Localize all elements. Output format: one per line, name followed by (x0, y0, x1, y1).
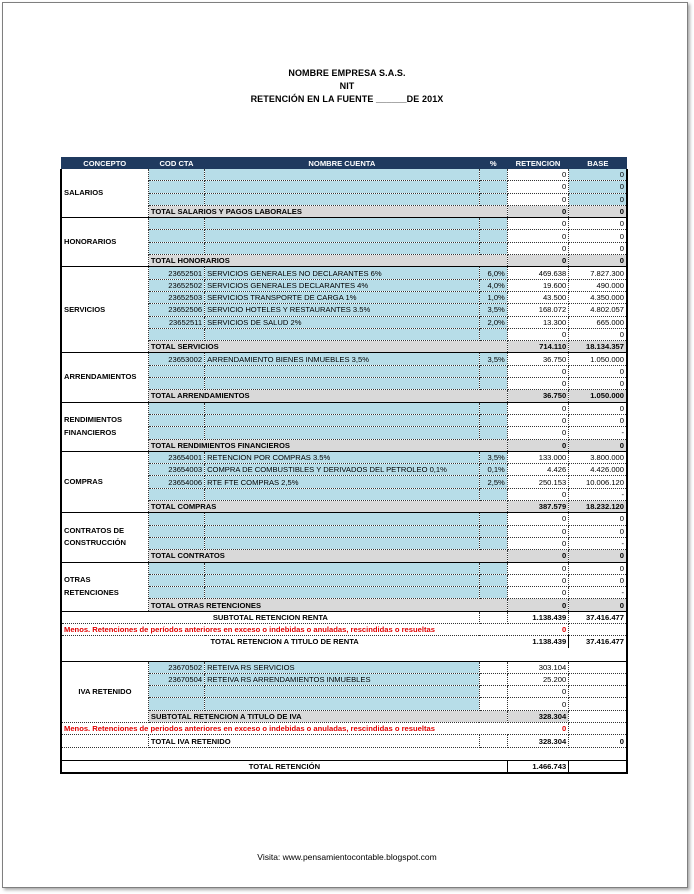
nombre-cuenta-cell (205, 686, 480, 698)
table-row (61, 169, 627, 181)
empty-cell (479, 611, 507, 623)
grand-total-label: TOTAL RETENCIÓN (61, 760, 507, 773)
total-retencion: 36.750 (507, 390, 568, 402)
nombre-cuenta-cell (205, 537, 480, 549)
total-iva-label: TOTAL IVA RETENIDO (148, 735, 479, 747)
base-cell: 0 (569, 525, 627, 537)
pct-cell: 2,5% (479, 476, 507, 488)
empty-cell (569, 710, 627, 722)
total-renta-row (61, 636, 627, 648)
cod-cta-cell: 23652503 (148, 291, 204, 303)
base-cell: 4.802.057 (569, 304, 627, 316)
cod-cta-cell: 23652501 (148, 267, 204, 279)
total-retencion: 0 (507, 599, 568, 611)
total-renta-retencion: 1.138.439 (507, 636, 568, 648)
retencion-cell: 0 (507, 525, 568, 537)
cod-cta-cell (148, 488, 204, 500)
cod-cta-cell (148, 328, 204, 340)
pct-cell (479, 513, 507, 525)
base-cell: 7.827.300 (569, 267, 627, 279)
section-concepto: SALARIOS (61, 169, 148, 218)
cod-cta-cell (148, 218, 204, 230)
nombre-cuenta-cell (205, 698, 480, 710)
base-cell (569, 698, 627, 710)
cod-cta-cell (148, 562, 204, 574)
nombre-cuenta-cell (205, 427, 480, 439)
menos-iva-retencion: 0 (507, 723, 568, 735)
col-base: BASE (569, 157, 627, 169)
col-retencion: RETENCION (507, 157, 568, 169)
total-label: TOTAL HONORARIOS (148, 255, 507, 267)
retencion-cell: 0 (507, 488, 568, 500)
pct-cell (479, 328, 507, 340)
base-cell: 0 (569, 230, 627, 242)
cod-cta-cell (148, 525, 204, 537)
table-header (61, 157, 627, 169)
base-cell: - (569, 427, 627, 439)
pct-cell: 2,0% (479, 316, 507, 328)
cod-cta-cell: 23652511 (148, 316, 204, 328)
retencion-cell: 0 (507, 230, 568, 242)
retencion-cell: 0 (507, 242, 568, 254)
nombre-cuenta-cell (205, 181, 480, 193)
total-renta-base: 37.416.477 (585, 637, 624, 647)
cod-cta-cell (148, 574, 204, 586)
retencion-cell: 0 (507, 562, 568, 574)
subtotal-renta-label: SUBTOTAL RETENCION RENTA (61, 611, 479, 623)
pct-cell (479, 193, 507, 205)
base-cell: 0 (569, 169, 627, 181)
base-cell: - (569, 537, 627, 549)
retencion-cell: 0 (507, 181, 568, 193)
pct-cell: 0,1% (479, 464, 507, 476)
footer-link[interactable]: Visita: www.pensamientocontable.blogspot.com (257, 852, 437, 862)
grand-total-row (61, 760, 627, 773)
empty-cell (61, 648, 627, 662)
nombre-cuenta-cell (205, 328, 480, 340)
retencion-cell: 36.750 (507, 353, 568, 365)
spacer-row (61, 648, 627, 662)
base-cell: - (569, 488, 627, 500)
cod-cta-cell (148, 427, 204, 439)
retencion-cell: 25.200 (507, 673, 568, 685)
total-base: 0 (569, 205, 627, 217)
retencion-cell: 0 (507, 365, 568, 377)
base-cell: 0 (569, 414, 627, 426)
retencion-cell: 0 (507, 218, 568, 230)
nombre-cuenta-cell (205, 587, 480, 599)
pct-cell (479, 587, 507, 599)
total-retencion: 714.110 (507, 341, 568, 353)
nombre-cuenta-cell: RETEIVA RS ARRENDAMIENTOS INMUEBLES (205, 673, 480, 685)
nombre-cuenta-cell: ARRENDAMIENTO BIENES INMUEBLES 3,5% (205, 353, 480, 365)
total-retencion: 0 (507, 439, 568, 451)
retencion-cell: 0 (507, 587, 568, 599)
col-pct: % (479, 157, 507, 169)
menos-renta-label: Menos. Retenciones de períodos anteriores en exceso o indebidas o anuladas, rescindidas o resueltas (61, 623, 507, 635)
cod-cta-cell (148, 513, 204, 525)
section-concepto: RENDIMIENTOS FINANCIEROS (61, 402, 148, 451)
empty-cell (479, 735, 507, 747)
pct-cell: 3,5% (479, 451, 507, 463)
retencion-cell: 4.426 (507, 464, 568, 476)
section-concepto: ARRENDAMIENTOS (61, 353, 148, 402)
retencion-cell: 168.072 (507, 304, 568, 316)
nit-label: NIT (339, 81, 355, 91)
table-row (61, 353, 627, 365)
nombre-cuenta-cell (205, 242, 480, 254)
subtotal-renta-row (61, 611, 627, 623)
nombre-cuenta-cell (205, 414, 480, 426)
section-concepto: COMPRAS (61, 451, 148, 512)
pct-cell (479, 525, 507, 537)
section-concepto: SERVICIOS (61, 267, 148, 353)
base-cell: 0 (569, 562, 627, 574)
iva-concepto: IVA RETENIDO (61, 661, 148, 722)
retencion-cell: 0 (507, 537, 568, 549)
nombre-cuenta-cell (205, 218, 480, 230)
pct-cell (479, 378, 507, 390)
table-row (61, 451, 627, 463)
cod-cta-cell (148, 181, 204, 193)
nombre-cuenta-cell (205, 525, 480, 537)
base-cell: - (569, 587, 627, 599)
nombre-cuenta-cell (205, 488, 480, 500)
total-base: 0 (569, 439, 627, 451)
base-cell: 490.000 (569, 279, 627, 291)
nombre-cuenta-cell (205, 562, 480, 574)
pct-cell (479, 169, 507, 181)
total-retencion: 387.579 (507, 501, 568, 513)
menos-renta-retencion: 0 (507, 623, 568, 635)
company-name: NOMBRE EMPRESA S.A.S. (288, 68, 406, 78)
nombre-cuenta-cell: RETENCION POR COMPRAS 3.5% (205, 451, 480, 463)
pct-cell (479, 698, 507, 710)
menos-iva-label: Menos. Retenciones de periodos anteriores en exceso o indebidas o anuladas, rescindidas o resueltas (61, 723, 507, 735)
retencion-cell: 0 (507, 686, 568, 698)
pct-cell (479, 230, 507, 242)
total-base: 0 (569, 255, 627, 267)
nombre-cuenta-cell: COMPRA DE COMBUSTIBLES Y DERIVADOS DEL PETROLEO 0,1% (205, 464, 480, 476)
cod-cta-cell (148, 230, 204, 242)
total-retencion: 0 (507, 205, 568, 217)
pct-cell (479, 414, 507, 426)
grand-total-retencion: 1.466.743 (507, 760, 568, 773)
report-title: RETENCIÓN EN LA FUENTE ______DE 201X (250, 94, 444, 104)
pct-cell: 1,0% (479, 291, 507, 303)
pct-cell (479, 242, 507, 254)
pct-cell (479, 218, 507, 230)
base-cell: 0 (569, 513, 627, 525)
menos-renta-row (61, 623, 627, 635)
retencion-cell: 19.600 (507, 279, 568, 291)
base-cell (569, 673, 627, 685)
subtotal-renta-retencion: 1.138.439 (507, 611, 568, 623)
empty-cell (569, 623, 627, 635)
pct-cell: 6,0% (479, 267, 507, 279)
section-concepto: OTRAS RETENCIONES (61, 562, 148, 611)
cod-cta-cell (148, 193, 204, 205)
subtotal-iva-retencion: 328.304 (507, 710, 568, 722)
total-label: TOTAL CONTRATOS (148, 550, 507, 562)
total-label: TOTAL RENDIMIENTOS FINANCIEROS (148, 439, 507, 451)
empty-cell (61, 747, 627, 760)
base-cell: 0 (569, 181, 627, 193)
cod-cta-cell: 23654006 (148, 476, 204, 488)
base-cell: 0 (569, 242, 627, 254)
nombre-cuenta-cell: RETEIVA RS SERVICIOS (205, 661, 480, 673)
nombre-cuenta-cell: RTE FTE COMPRAS 2,5% (205, 476, 480, 488)
total-label: TOTAL COMPRAS (148, 501, 507, 513)
pct-cell (479, 562, 507, 574)
cod-cta-cell (148, 378, 204, 390)
cod-cta-cell: 23670504 (148, 673, 204, 685)
cod-cta-cell: 23652506 (148, 304, 204, 316)
pct-cell: 3,5% (479, 353, 507, 365)
retencion-cell: 469.638 (507, 267, 568, 279)
retencion-cell: 303.104 (507, 661, 568, 673)
retencion-cell: 0 (507, 414, 568, 426)
total-retencion: 0 (507, 255, 568, 267)
table-row (61, 402, 627, 414)
retencion-cell: 0 (507, 427, 568, 439)
total-base: 18.232.120 (569, 501, 627, 513)
retencion-cell: 0 (507, 402, 568, 414)
cod-cta-cell: 23653002 (148, 353, 204, 365)
nombre-cuenta-cell (205, 193, 480, 205)
base-cell: 0 (569, 328, 627, 340)
empty-cell (61, 735, 148, 747)
pct-cell (479, 181, 507, 193)
empty-cell (569, 760, 627, 773)
total-label: TOTAL SERVICIOS (148, 341, 507, 353)
nombre-cuenta-cell (205, 365, 480, 377)
pct-cell (479, 686, 507, 698)
empty-cell (569, 723, 627, 735)
total-base: 1.050.000 (569, 390, 627, 402)
cod-cta-cell (148, 414, 204, 426)
pct-cell (479, 365, 507, 377)
base-cell (569, 686, 627, 698)
base-cell: 0 (569, 574, 627, 586)
nombre-cuenta-cell (205, 230, 480, 242)
nombre-cuenta-cell: SERVICIO HOTELES Y RESTAURANTES 3.5% (205, 304, 480, 316)
table-row (61, 562, 627, 574)
base-cell: 0 (569, 402, 627, 414)
pct-cell (479, 574, 507, 586)
pct-cell (479, 488, 507, 500)
pct-cell (479, 673, 507, 685)
base-cell (569, 661, 627, 673)
cod-cta-cell (148, 365, 204, 377)
retencion-cell: 0 (507, 328, 568, 340)
pct-cell (479, 537, 507, 549)
base-cell: 0 (569, 218, 627, 230)
retencion-cell: 0 (507, 193, 568, 205)
retencion-cell: 0 (507, 378, 568, 390)
section-concepto: HONORARIOS (61, 218, 148, 267)
retencion-cell: 0 (507, 574, 568, 586)
col-concepto: CONCEPTO (61, 157, 148, 169)
pct-cell: 3,5% (479, 304, 507, 316)
nombre-cuenta-cell: SERVICIOS TRANSPORTE DE CARGA 1% (205, 291, 480, 303)
table-row (61, 267, 627, 279)
total-iva-row (61, 735, 627, 747)
cod-cta-cell (148, 686, 204, 698)
retention-table (60, 157, 628, 774)
cod-cta-cell: 23654001 (148, 451, 204, 463)
nombre-cuenta-cell (205, 574, 480, 586)
cod-cta-cell (148, 587, 204, 599)
pct-cell (479, 427, 507, 439)
cod-cta-cell (148, 402, 204, 414)
base-cell: 4.426.000 (569, 464, 627, 476)
total-label: TOTAL SALARIOS Y PAGOS LABORALES (148, 205, 507, 217)
nombre-cuenta-cell: SERVICIOS GENERALES DECLARANTES 4% (205, 279, 480, 291)
pct-cell (479, 661, 507, 673)
pct-cell: 4,0% (479, 279, 507, 291)
nombre-cuenta-cell: SERVICIOS GENERALES NO DECLARANTES 6% (205, 267, 480, 279)
base-cell: 0 (569, 365, 627, 377)
total-retencion: 0 (507, 550, 568, 562)
subtotal-renta-base: 37.416.477 (569, 611, 627, 623)
section-concepto: CONTRATOS DE CONSTRUCCIÓN (61, 513, 148, 562)
retencion-cell: 133.000 (507, 451, 568, 463)
nombre-cuenta-cell (205, 169, 480, 181)
total-iva-retencion: 328.304 (507, 735, 568, 747)
table-row (61, 513, 627, 525)
base-cell: 0 (569, 378, 627, 390)
pct-cell (479, 402, 507, 414)
retencion-cell: 43.500 (507, 291, 568, 303)
total-renta-label: TOTAL RETENCION A TITULO DE RENTA (210, 637, 359, 647)
cod-cta-cell (148, 242, 204, 254)
nombre-cuenta-cell (205, 378, 480, 390)
total-iva-base: 0 (569, 735, 627, 747)
total-label: TOTAL OTRAS RETENCIONES (148, 599, 507, 611)
base-cell: 0 (569, 193, 627, 205)
retencion-cell: 250.153 (507, 476, 568, 488)
base-cell: 3.800.000 (569, 451, 627, 463)
total-base: 0 (569, 550, 627, 562)
spacer-row (61, 747, 627, 760)
retencion-cell: 0 (507, 513, 568, 525)
subtotal-iva-label: SUBTOTAL RETENCION A TITULO DE IVA (148, 710, 507, 722)
cod-cta-cell: 23652502 (148, 279, 204, 291)
cod-cta-cell (148, 169, 204, 181)
total-label: TOTAL ARRENDAMIENTOS (148, 390, 507, 402)
nombre-cuenta-cell (205, 513, 480, 525)
cod-cta-cell: 23670502 (148, 661, 204, 673)
total-base: 18.134.357 (569, 341, 627, 353)
col-nombre-cuenta: NOMBRE CUENTA (205, 157, 480, 169)
base-cell: 1.050.000 (569, 353, 627, 365)
table-row (61, 661, 627, 673)
retencion-cell: 0 (507, 169, 568, 181)
cod-cta-cell (148, 698, 204, 710)
base-cell: 4.350.000 (569, 291, 627, 303)
base-cell: 10.006.120 (569, 476, 627, 488)
table-row (61, 218, 627, 230)
total-base: 0 (569, 599, 627, 611)
retencion-cell: 0 (507, 698, 568, 710)
nombre-cuenta-cell: SERVICIOS DE SALUD 2% (205, 316, 480, 328)
base-cell: 665.000 (569, 316, 627, 328)
cod-cta-cell: 23654003 (148, 464, 204, 476)
cod-cta-cell (148, 537, 204, 549)
col-cod-cta: COD CTA (148, 157, 204, 169)
nombre-cuenta-cell (205, 402, 480, 414)
retencion-cell: 13.300 (507, 316, 568, 328)
menos-iva-row (61, 723, 627, 735)
